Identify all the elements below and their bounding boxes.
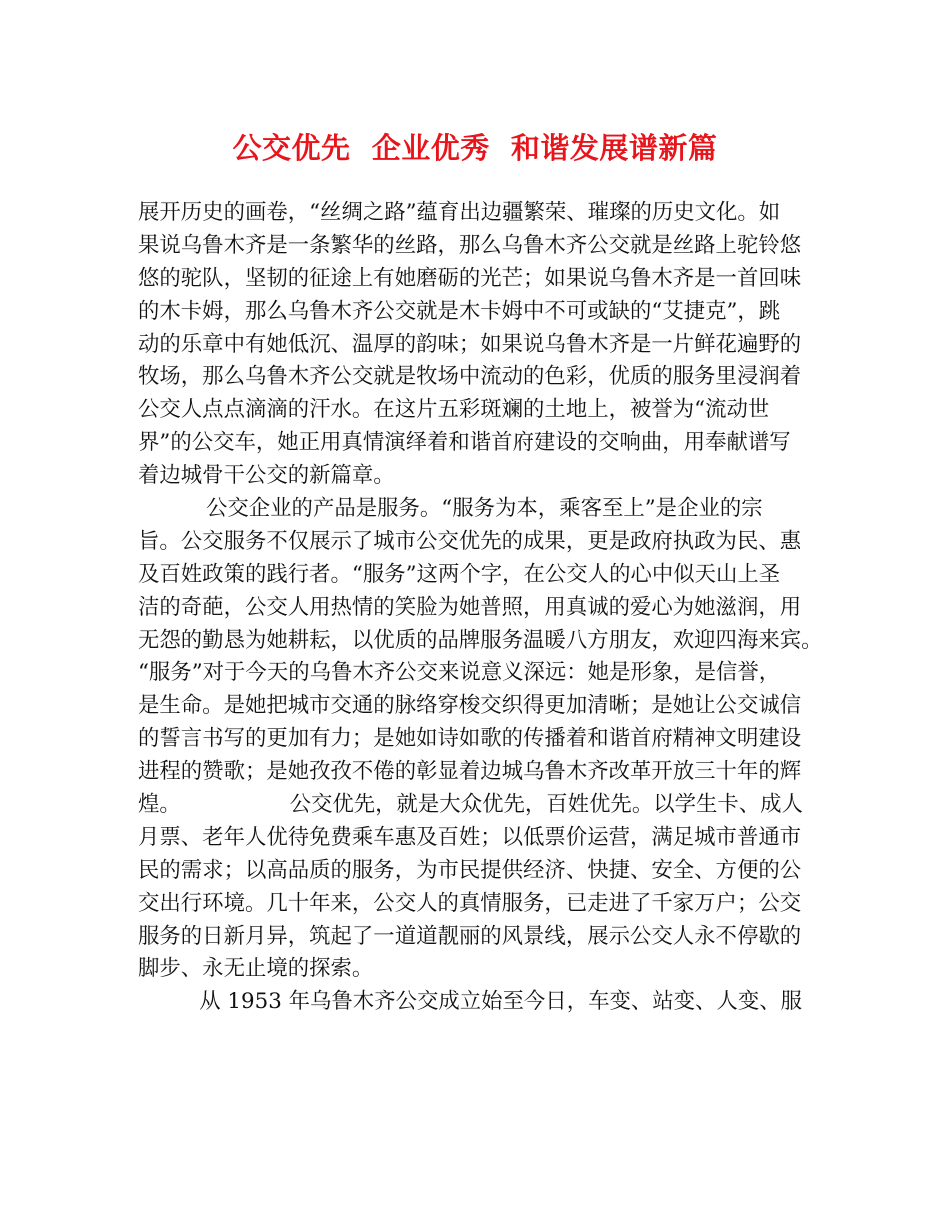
- body-line: 服务的日新月异，筑起了一道道靓丽的风景线，展示公交人永不停歇的: [138, 923, 802, 949]
- body-line: 公交企业的产品是服务。“服务为本，乘客至上”是企业的宗: [138, 496, 763, 522]
- body-line: 牧场，那么乌鲁木齐公交就是牧场中流动的色彩，优质的服务里浸润着: [138, 364, 802, 390]
- body-line: 月票、老年人优待免费乘车惠及百姓；以低票价运营，满足城市普通市: [138, 824, 802, 850]
- body-line: 从 1953 年乌鲁木齐公交成立始至今日，车变、站变、人变、服: [138, 989, 802, 1015]
- body-line: 洁的奇葩，公交人用热情的笑脸为她普照，用真诚的爱心为她滋润，用: [138, 594, 802, 620]
- body-line: 脚步、永无止境的探索。: [138, 956, 374, 982]
- body-line: 果说乌鲁木齐是一条繁华的丝路，那么乌鲁木齐公交就是丝路上驼铃悠: [138, 232, 802, 258]
- body-line: 进程的赞歌；是她孜孜不倦的彰显着边城乌鲁木齐改革开放三十年的辉: [138, 759, 802, 785]
- body-line: 煌。 公交优先，就是大众优先，百姓优先。以学生卡、成人: [138, 792, 803, 818]
- body-line: 界”的公交车，她正用真情演绎着和谐首府建设的交响曲，用奉献谱写: [138, 430, 791, 456]
- body-line: “服务”对于今天的乌鲁木齐公交来说意义深远：她是形象，是信誉，: [138, 660, 781, 686]
- body-line: 是生命。是她把城市交通的脉络穿梭交织得更加清晰；是她让公交诚信: [138, 693, 802, 719]
- document-title: 公交优先 企业优秀 和谐发展谱新篇: [232, 131, 718, 165]
- body-line: 着边城骨干公交的新篇章。: [138, 463, 395, 489]
- body-line: 公交人点点滴滴的汗水。在这片五彩斑斓的土地上，被誉为“流动世: [138, 397, 770, 423]
- body-line: 动的乐章中有她低沉、温厚的韵味；如果说乌鲁木齐是一片鲜花遍野的: [138, 331, 802, 357]
- body-line: 交出行环境。几十年来，公交人的真情服务，已走进了千家万户；公交: [138, 890, 802, 916]
- body-line: 无怨的勤恳为她耕耘，以优质的品牌服务温暖八方朋友，欢迎四海来宾。: [138, 627, 823, 653]
- body-line: 悠的驼队，坚韧的征途上有她磨砺的光芒；如果说乌鲁木齐是一首回味: [138, 265, 802, 291]
- body-line: 民的需求；以高品质的服务，为市民提供经济、快捷、安全、方便的公: [138, 857, 802, 883]
- body-line: 旨。公交服务不仅展示了城市公交优先的成果，更是政府执政为民、惠: [138, 528, 802, 554]
- body-line: 展开历史的画卷，“丝绸之路”蕴育出边疆繁荣、璀璨的历史文化。如: [138, 200, 781, 225]
- body-line: 及百姓政策的践行者。“服务”这两个字，在公交人的心中似天山上圣: [138, 561, 781, 587]
- document-body: [138, 197, 823, 1019]
- body-line: 的誓言书写的更加有力；是她如诗如歌的传播着和谐首府精神文明建设: [138, 726, 802, 752]
- body-line: 的木卡姆，那么乌鲁木齐公交就是木卡姆中不可或缺的“艾捷克”，跳: [138, 298, 781, 324]
